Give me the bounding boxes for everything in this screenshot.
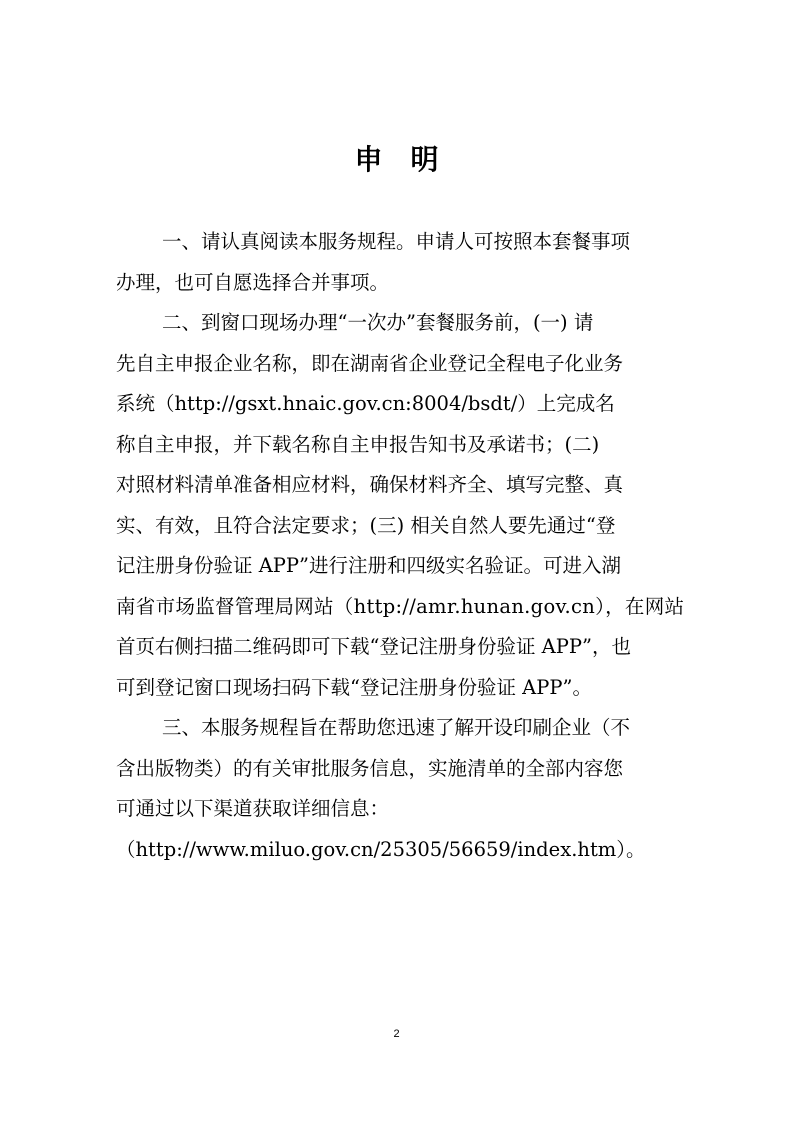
paragraph-2-line-2: 先自主申报企业名称，即在湖南省企业登记全程电子化业务 [116, 351, 624, 375]
paragraph-3-line-1: 三、本服务规程旨在帮助您迅速了解开设印刷企业（不 [162, 716, 631, 739]
page-title: 申明 [354, 143, 467, 176]
paragraph-2-line-3: 系统（http://gsxt.hnaic.gov.cn:8004/bsdt/）上完成名 [116, 392, 615, 415]
paragraph-2-line-6: 实、有效，且符合法定要求；(三) 相关自然人要先通过“登 [116, 513, 616, 537]
document-body [116, 222, 685, 870]
paragraph-1-line-1: 一、请认真阅读本服务规程。申请人可按照本套餐事项 [162, 230, 631, 253]
paragraph-3-line-4: （http://www.miluo.gov.cn/25305/56659/index.htm）。 [116, 837, 646, 861]
paragraph-3-line-3: 可通过以下渠道获取详细信息： [116, 797, 390, 820]
paragraph-2-line-8: 南省市场监督管理局网站（http://amr.hunan.gov.cn），在网站 [116, 594, 685, 618]
paragraph-3-line-2: 含出版物类）的有关审批服务信息，实施清单的全部内容您 [116, 756, 624, 780]
paragraph-2-line-1: 二、到窗口现场办理“一次办”套餐服务前，(一) 请 [162, 311, 594, 334]
paragraph-1-line-2: 办理，也可自愿选择合并事项。 [116, 270, 390, 294]
page-number: 2 [393, 1028, 400, 1040]
paragraph-2-line-9: 首页右侧扫描二维码即可下载“登记注册身份验证 APP”，也 [116, 635, 631, 658]
paragraph-2-line-5: 对照材料清单准备相应材料，确保材料齐全、填写完整、真 [116, 473, 624, 496]
paragraph-2-line-10: 可到登记窗口现场扫码下载“登记注册身份验证 APP”。 [116, 675, 592, 699]
paragraph-2-line-4: 称自主申报，并下载名称自主申报告知书及承诺书；(二) [116, 432, 600, 456]
paragraph-2-line-7: 记注册身份验证 APP”进行注册和四级实名验证。可进入湖 [116, 554, 621, 577]
